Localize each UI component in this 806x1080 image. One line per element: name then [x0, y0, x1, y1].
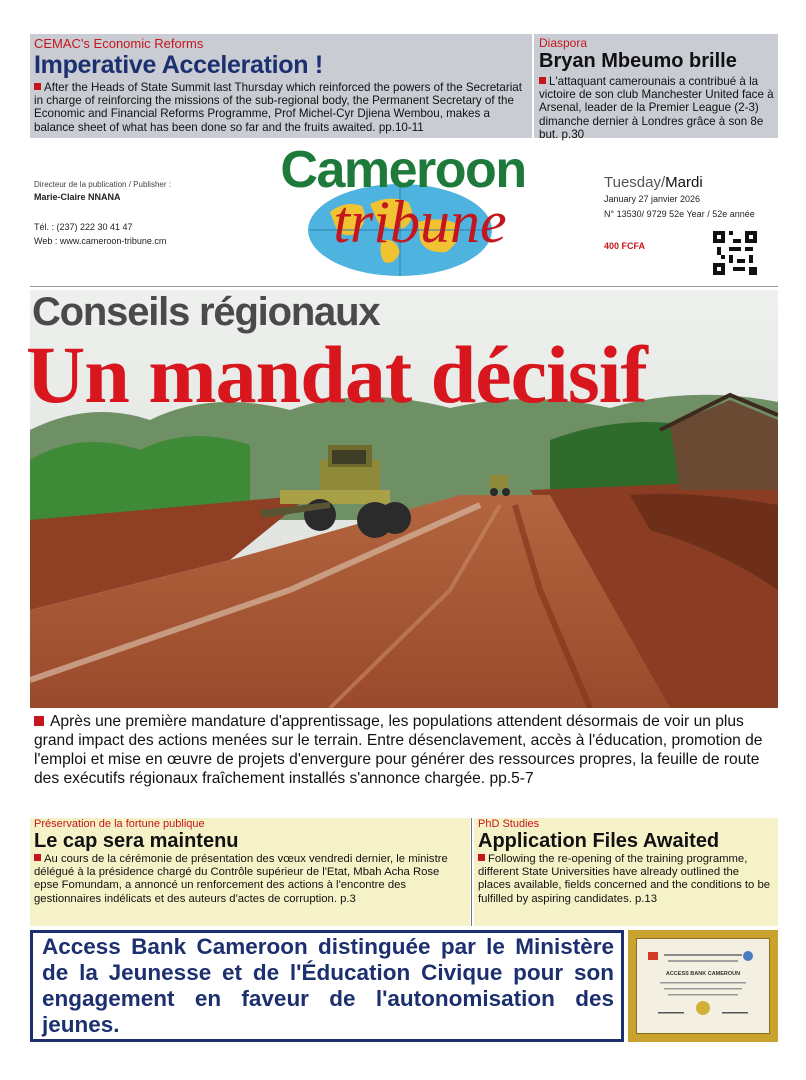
teaser-left-body: [34, 81, 528, 134]
publisher-name: Marie-Claire NNANA: [34, 192, 121, 202]
contact-web[interactable]: Web : www.cameroon-tribune.cm: [34, 236, 167, 246]
bottom-left-content: [34, 818, 466, 906]
bottom-right-content: [478, 818, 774, 906]
teaser-right-kicker: Diaspora: [539, 36, 588, 50]
logo-tribune: tribune: [333, 189, 507, 255]
bottom-teaser-divider: [471, 818, 472, 926]
lead-body: [34, 712, 774, 788]
bottom-right-body: [478, 853, 774, 906]
qr-code-icon[interactable]: [713, 231, 757, 275]
certificate-title: ACCESS BANK CAMEROUN: [665, 971, 741, 977]
ad-text: Access Bank Cameroon distinguée par le Ministère de la Jeunesse et de l'Éducation Civique pour son engagement en faveur de l'autonomisation des jeunes.: [42, 934, 614, 1037]
day-fr: Mardi: [665, 174, 703, 191]
bullet-square-icon: [539, 77, 546, 84]
masthead-rule: [30, 286, 778, 287]
issue-number: N° 13530/ 9729 52e Year / 52e année: [604, 209, 755, 219]
bottom-right-title: Application Files Awaited: [478, 830, 720, 852]
bullet-square-icon: [478, 854, 485, 861]
teaser-right[interactable]: [539, 36, 775, 141]
teaser-left-body-text: After the Heads of State Summit last Thursday which reinforced the powers of the Secretariat in charge of reinforcing the missions of the sub-regional body, the Permanent Secretary of the Economic and Financial Reforms Programme, Prof Michel-Cyr Djiena Wembou, makes a balance sheet of what has been done so far and the fruits awaited. pp.10-11: [34, 81, 522, 134]
date-day: [604, 174, 703, 191]
contact-tel: Tél. : (237) 222 30 41 47: [34, 222, 133, 232]
lead-headline[interactable]: Un mandat décisif: [26, 329, 647, 420]
teaser-right-body-text: L'attaquant camerounais a contribué à la victoire de son club Manchester United face à Arsenal, leader de la Premier League (2-3) dimanche dernier à Londres grâce à son 8e but. p.30: [539, 75, 774, 141]
lead-body-text: Après une première mandature d'apprentissage, les populations attendent désormais de voir un plus grand impact des actions menées sur le terrain. Entre désenclavement, accès à l'éducation, promotion de l'emploi et mise en œuvre de projets d'envergure pour générer des ressources propres, la feuille de route des exécutifs régionaux fraîchement installés s'annonce chargée. pp.5-7: [34, 713, 763, 787]
top-teaser-divider: [532, 34, 534, 138]
bullet-square-icon: [34, 83, 41, 90]
issue-date: January 27 janvier 2026: [604, 194, 701, 204]
day-en: Tuesday/: [604, 174, 666, 191]
bottom-left-body: [34, 853, 466, 906]
teaser-right-title: Bryan Mbeumo brille: [539, 50, 737, 72]
bullet-square-icon: [34, 716, 44, 726]
lead-kicker: Conseils régionaux: [32, 290, 380, 334]
logo-cameroon: Cameroon: [280, 141, 526, 199]
bullet-square-icon: [34, 854, 41, 861]
publisher-label: Directeur de la publication / Publisher :: [34, 180, 171, 189]
bottom-left-body-text: Au cours de la cérémonie de présentation des vœux vendredi dernier, le ministre délégué à la présidence chargé du Contrôle supérieur de l'Etat, Mbah Acha Rose epse Fomundam, a annoncé un renforcement des actions à l'encontre des gestionnaires indélicats et des auteurs d'actes de corruption. p.3: [34, 853, 448, 905]
teaser-left[interactable]: [34, 36, 528, 134]
price: 400 FCFA: [604, 241, 646, 251]
certificate-emblem-icon: [644, 946, 762, 1026]
teaser-right-body: [539, 75, 775, 141]
bottom-left-kicker: Préservation de la fortune publique: [34, 818, 205, 830]
teaser-left-title: Imperative Acceleration !: [34, 51, 323, 79]
bottom-right-body-text: Following the re-opening of the training programme, different State Universities have already outlined the places available, fields concerned and the conditions to be fulfilled by aspiring candidates. p.13: [478, 853, 771, 905]
bottom-left-title: Le cap sera maintenu: [34, 830, 239, 852]
bottom-right-kicker: PhD Studies: [478, 818, 540, 830]
teaser-left-kicker: CEMAC's Economic Reforms: [34, 36, 204, 51]
